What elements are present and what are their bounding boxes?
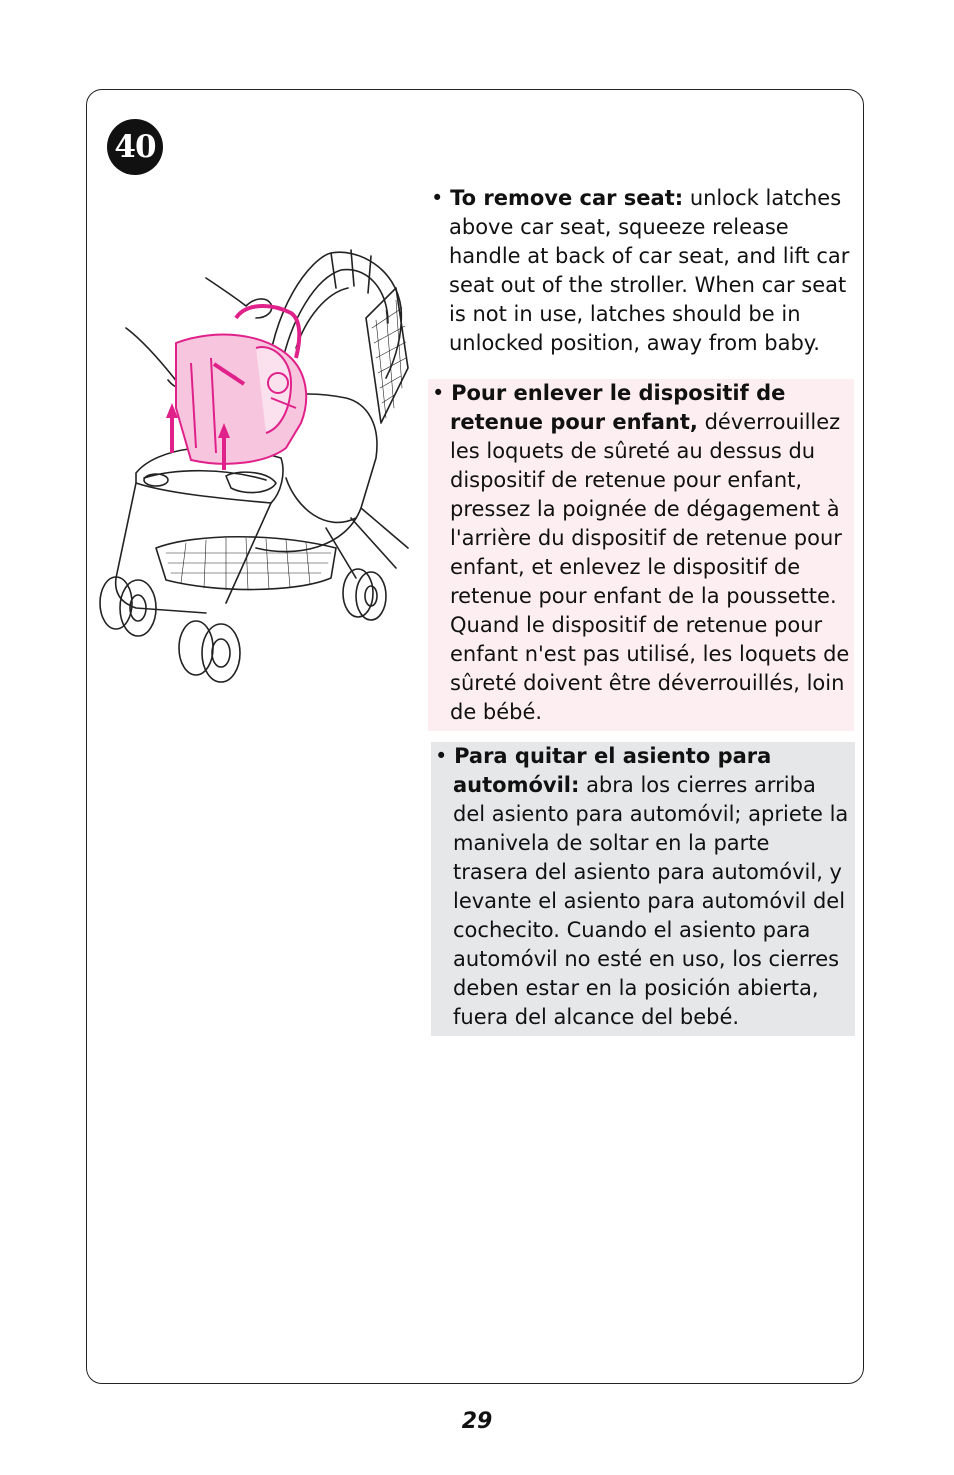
spanish-heading: Para quitar el asiento para automóvil: [453,744,772,797]
english-heading: To remove car seat: [450,186,684,210]
bullet: • [435,744,448,768]
english-instructions [431,184,856,358]
french-instructions [428,379,854,731]
step-number: 40 [114,129,156,165]
page-number: 29 [461,1409,493,1434]
french-heading: Pour enlever le dispositif de retenue pour enfant, [450,381,786,434]
english-body: unlock latches above car seat, squeeze release handle at back of car seat, and lift car seat out of the stroller. When car seat is not in use, latches should be in unlocked position, away from baby. [449,186,850,355]
french-body: déverrouillez les loquets de sûreté au dessus du dispositif de retenue pour enfant, pressez la poignée de dégagement à l'arrière du dispositif de retenue pour enfant, et enlevez le dispositif de retenue pour enfant de la poussette. Quand le dispositif de retenue pour enfant n'est pas utilisé, les loquets de sûreté doivent être déverrouillés, loin de bébé. [450,410,850,724]
stroller-car-seat-removal-illustration [96,248,416,688]
step-number-badge [107,119,163,175]
spanish-body: abra los cierres arriba del asiento para automóvil; apriete la manivela de soltar en la parte trasera del asiento para automóvil, y levante el asiento para automóvil del cochecito. Cuando el asiento para automóvil no esté en uso, los cierres deben estar en la posición abierta, fuera del alcance del bebé. [453,773,849,1029]
spanish-instructions [431,742,855,1036]
bullet: • [431,186,444,210]
bullet: • [432,381,445,405]
